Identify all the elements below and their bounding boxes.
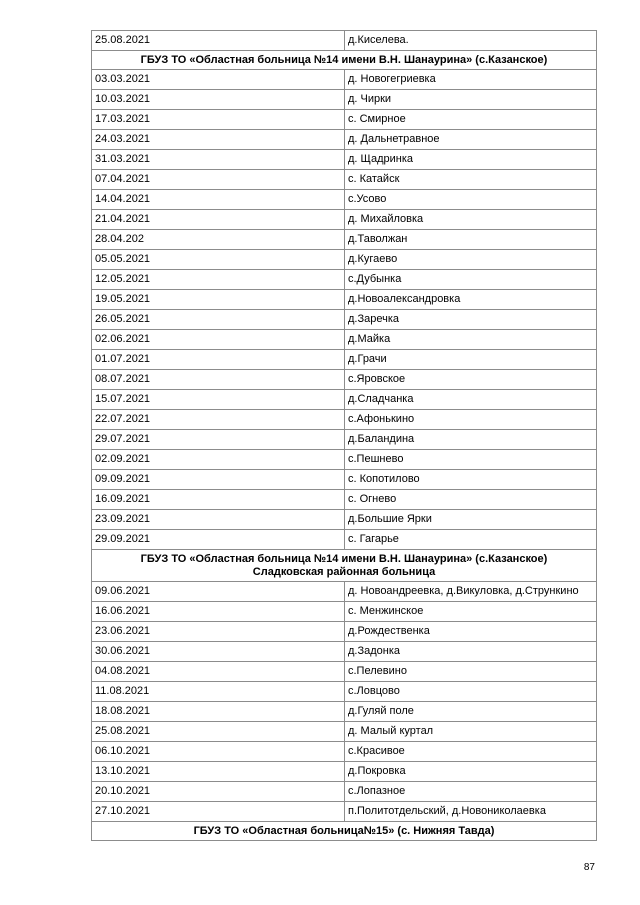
section-header-line: ГБУЗ ТО «Областная больница №14 имени В.Н. Шанаурина» (с.Казанское): [140, 553, 548, 565]
place-cell: д.Таволжан: [345, 230, 597, 250]
section-header-row: [92, 550, 597, 582]
place-cell: с.Пешнево: [345, 450, 597, 470]
date-cell: 19.05.2021: [92, 290, 345, 310]
place-cell: д.Новоалександровка: [345, 290, 597, 310]
section-header: [92, 550, 597, 582]
section-header-line: ГБУЗ ТО «Областная больница№15» (с. Нижняя Тавда): [193, 825, 495, 837]
section-header-row: [92, 822, 597, 841]
table-row: [92, 210, 597, 230]
table-row: [92, 350, 597, 370]
table-row: [92, 742, 597, 762]
date-cell: 09.09.2021: [92, 470, 345, 490]
place-cell: с. Катайск: [345, 170, 597, 190]
table-row: [92, 702, 597, 722]
section-header-line: ГБУЗ ТО «Областная больница №14 имени В.Н. Шанаурина» (с.Казанское): [140, 54, 548, 66]
date-cell: 22.07.2021: [92, 410, 345, 430]
date-cell: 29.07.2021: [92, 430, 345, 450]
date-cell: 17.03.2021: [92, 110, 345, 130]
date-cell: 24.03.2021: [92, 130, 345, 150]
place-cell: д.Большие Ярки: [345, 510, 597, 530]
date-cell: 28.04.202: [92, 230, 345, 250]
schedule-table: [91, 30, 597, 841]
place-cell: с.Дубынка: [345, 270, 597, 290]
date-cell: 25.08.2021: [92, 31, 345, 51]
section-header: [92, 51, 597, 70]
place-cell: д. Новогегриевка: [345, 70, 597, 90]
date-cell: 21.04.2021: [92, 210, 345, 230]
date-cell: 26.05.2021: [92, 310, 345, 330]
place-cell: с.Пелевино: [345, 662, 597, 682]
place-cell: д.Покровка: [345, 762, 597, 782]
place-cell: с.Красивое: [345, 742, 597, 762]
place-cell: с. Гагарье: [345, 530, 597, 550]
section-header-row: [92, 51, 597, 70]
date-cell: 04.08.2021: [92, 662, 345, 682]
table-row: [92, 170, 597, 190]
table-row: [92, 70, 597, 90]
place-cell: д.Сладчанка: [345, 390, 597, 410]
date-cell: 15.07.2021: [92, 390, 345, 410]
table-row: [92, 430, 597, 450]
table-row: [92, 230, 597, 250]
table-row: [92, 762, 597, 782]
place-cell: д. Щадринка: [345, 150, 597, 170]
place-cell: д. Новоандреевка, д.Викуловка, д.Стрункино: [345, 582, 597, 602]
table-row: [92, 250, 597, 270]
section-header: [92, 822, 597, 841]
date-cell: 30.06.2021: [92, 642, 345, 662]
date-cell: 13.10.2021: [92, 762, 345, 782]
date-cell: 02.09.2021: [92, 450, 345, 470]
table-row: [92, 722, 597, 742]
table-row: [92, 190, 597, 210]
place-cell: д. Малый куртал: [345, 722, 597, 742]
place-cell: д.Кугаево: [345, 250, 597, 270]
date-cell: 12.05.2021: [92, 270, 345, 290]
place-cell: с.Лопазное: [345, 782, 597, 802]
table-row: [92, 330, 597, 350]
date-cell: 14.04.2021: [92, 190, 345, 210]
table-row: [92, 642, 597, 662]
section-header-line: Сладковская районная больница: [252, 566, 436, 578]
place-cell: с.Усово: [345, 190, 597, 210]
place-cell: д.Баландина: [345, 430, 597, 450]
date-cell: 11.08.2021: [92, 682, 345, 702]
table-row: [92, 682, 597, 702]
date-cell: 05.05.2021: [92, 250, 345, 270]
place-cell: с. Смирное: [345, 110, 597, 130]
schedule-table-body: [92, 31, 597, 841]
date-cell: 20.10.2021: [92, 782, 345, 802]
date-cell: 07.04.2021: [92, 170, 345, 190]
table-row: [92, 662, 597, 682]
date-cell: 18.08.2021: [92, 702, 345, 722]
date-cell: 16.06.2021: [92, 602, 345, 622]
table-row: [92, 370, 597, 390]
date-cell: 10.03.2021: [92, 90, 345, 110]
place-cell: д.Задонка: [345, 642, 597, 662]
table-row: [92, 31, 597, 51]
date-cell: 09.06.2021: [92, 582, 345, 602]
date-cell: 23.06.2021: [92, 622, 345, 642]
table-row: [92, 530, 597, 550]
date-cell: 31.03.2021: [92, 150, 345, 170]
table-row: [92, 270, 597, 290]
place-cell: д.Киселева.: [345, 31, 597, 51]
place-cell: с. Копотилово: [345, 470, 597, 490]
table-row: [92, 130, 597, 150]
schedule-sheet: [91, 30, 594, 841]
place-cell: д.Заречка: [345, 310, 597, 330]
place-cell: п.Политотдельский, д.Новониколаевка: [345, 802, 597, 822]
table-row: [92, 582, 597, 602]
date-cell: 25.08.2021: [92, 722, 345, 742]
place-cell: д.Рождественка: [345, 622, 597, 642]
table-row: [92, 490, 597, 510]
table-row: [92, 470, 597, 490]
place-cell: с. Менжинское: [345, 602, 597, 622]
place-cell: д. Чирки: [345, 90, 597, 110]
place-cell: с. Огнево: [345, 490, 597, 510]
page-number: 87: [583, 862, 595, 873]
date-cell: 27.10.2021: [92, 802, 345, 822]
table-row: [92, 622, 597, 642]
date-cell: 16.09.2021: [92, 490, 345, 510]
table-row: [92, 310, 597, 330]
date-cell: 08.07.2021: [92, 370, 345, 390]
table-row: [92, 290, 597, 310]
place-cell: с.Ловцово: [345, 682, 597, 702]
table-row: [92, 510, 597, 530]
table-row: [92, 390, 597, 410]
table-row: [92, 450, 597, 470]
date-cell: 02.06.2021: [92, 330, 345, 350]
date-cell: 03.03.2021: [92, 70, 345, 90]
place-cell: д.Майка: [345, 330, 597, 350]
table-row: [92, 90, 597, 110]
date-cell: 23.09.2021: [92, 510, 345, 530]
date-cell: 29.09.2021: [92, 530, 345, 550]
place-cell: д. Михайловка: [345, 210, 597, 230]
place-cell: с.Афонькино: [345, 410, 597, 430]
table-row: [92, 110, 597, 130]
date-cell: 01.07.2021: [92, 350, 345, 370]
place-cell: д.Грачи: [345, 350, 597, 370]
table-row: [92, 410, 597, 430]
place-cell: с.Яровское: [345, 370, 597, 390]
place-cell: д.Гуляй поле: [345, 702, 597, 722]
place-cell: д. Дальнетравное: [345, 130, 597, 150]
table-row: [92, 602, 597, 622]
table-row: [92, 782, 597, 802]
table-row: [92, 802, 597, 822]
table-row: [92, 150, 597, 170]
date-cell: 06.10.2021: [92, 742, 345, 762]
